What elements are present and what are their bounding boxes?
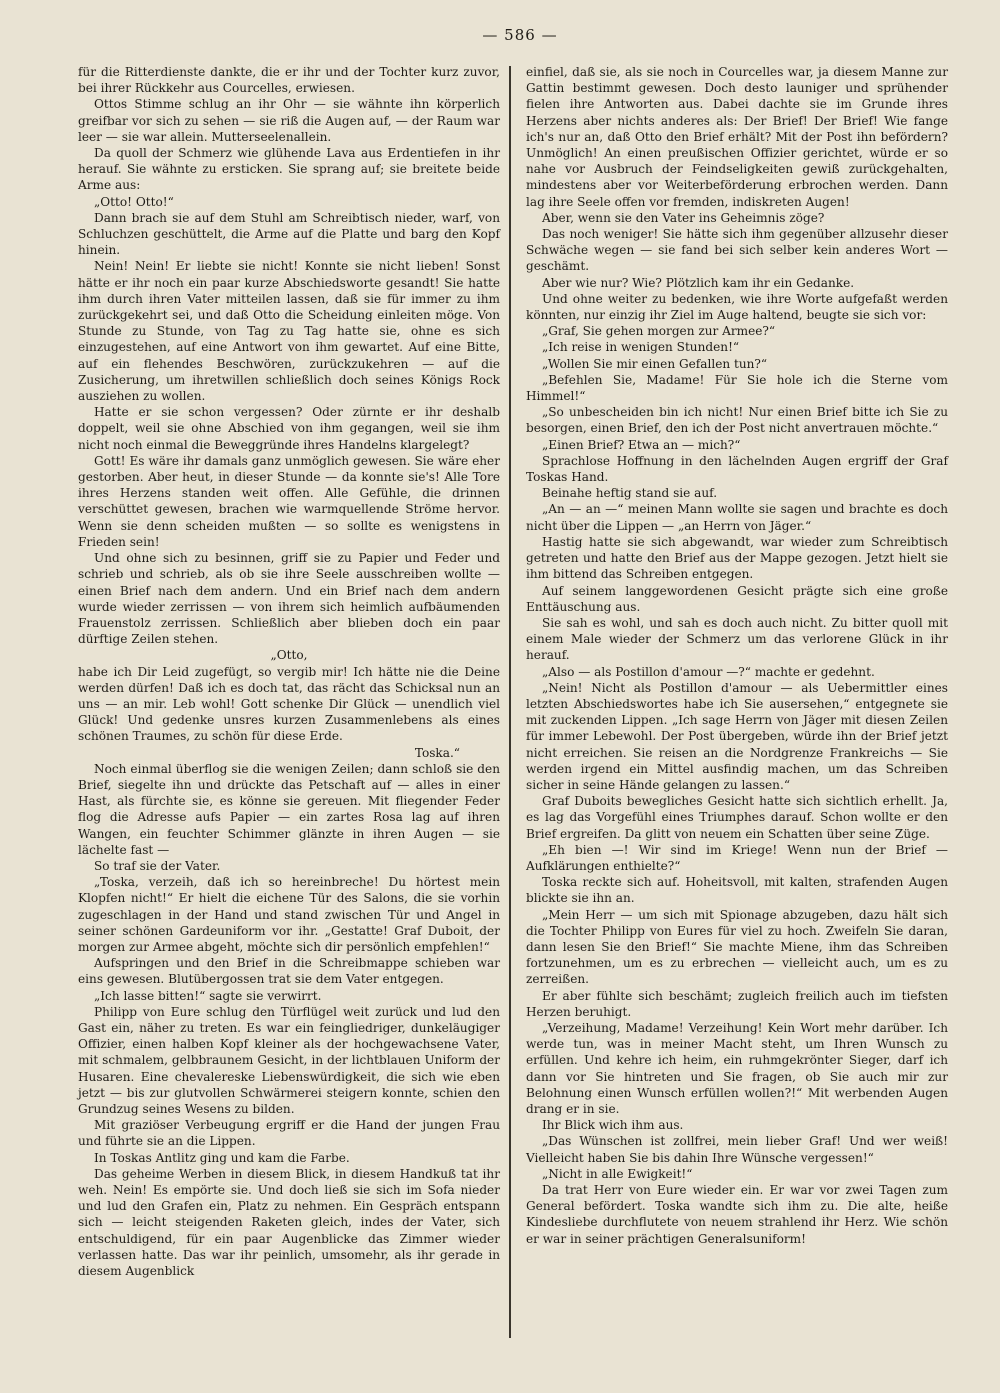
paragraph: „An — an —“ meinen Mann wollte sie sagen und brachte es doch nicht über die Lippen — „an Herrn von Jäger.“: [526, 502, 948, 533]
paragraph: Ottos Stimme schlug an ihr Ohr — sie wähnte ihn körperlich greifbar vor sich zu sehen — sie riß die Augen auf, — der Raum war leer — sie war allein. Mutterseelenallein.: [78, 97, 500, 144]
paragraph: Dann brach sie auf dem Stuhl am Schreibtisch nieder, warf, von Schluchzen geschüttelt, die Arme auf die Platte und barg den Kopf hinein.: [78, 210, 500, 258]
paragraph: „Ich lasse bitten!“ sagte sie verwirrt.: [94, 988, 322, 1003]
paragraph: „Ich reise in wenigen Stunden!“: [542, 340, 740, 355]
paragraph: „Wollen Sie mir einen Gefallen tun?“: [542, 356, 768, 371]
paragraph: „Eh bien —! Wir sind im Kriege! Wenn nun der Brief — Aufklärungen enthielte?“: [526, 842, 948, 873]
paragraph: „Befehlen Sie, Madame! Für Sie hole ich die Sterne vom Himmel!“: [526, 372, 948, 404]
paragraph: Da trat Herr von Eure wieder ein. Er war vor zwei Tagen zum General befördert. Toska wandte sich ihm zu. Die alte, heiße Kindesliebe durchflutete von neuem strahlend ihr Herz. Wie schön er war in seiner prächtigen Generalsuniform!: [526, 1183, 948, 1246]
paragraph: „Nicht in alle Ewigkeit!“: [542, 1166, 693, 1181]
right-column: [526, 64, 948, 1247]
paragraph: Da quoll der Schmerz wie glühende Lava aus Erdentiefen in ihr herauf. Sie wähnte zu ersticken. Sie sprang auf; sie breitete beide Arme aus:: [78, 146, 500, 193]
paragraph: Hatte er sie schon vergessen? Oder zürnte er ihr deshalb doppelt, weil sie ohne Abschied von ihm gegangen, weil sie ihm nicht noch einmal die Beweggründe ihres Handelns klargelegt?: [78, 405, 500, 452]
paragraph: „Toska, verzeih, daß ich so hereinbreche! Du hörtest mein Klopfen nicht!“ Er hielt die eichene Tür des Salons, die sie vorhin zugeschlagen in der Hand und stand zwischen Tür und Angel in seiner schönen Gardeuniform vor ihr. „Gestatte! Graf Duboit, der morgen zur Armee abgeht, möchte sich dir persönlich empfehlen!“: [78, 875, 500, 954]
paragraph: Philipp von Eure schlug den Türflügel weit zurück und lud den Gast ein, näher zu treten. Es war ein feingliedriger, dunkeläugiger Offizier, einen halben Kopf kleiner als der hochgewachsene Vater, mit schmalem, gelbbraunem Gesicht, in der lichtblauen Uniform der Husaren. Eine chevalereske Liebenswürdigkeit, die sich wie eben jetzt — bis zur glutvollen Schwärmerei steigern konnte, schien den Grundzug seines Wesens zu bilden.: [78, 1004, 500, 1116]
paragraph: „So unbescheiden bin ich nicht! Nur einen Brief bitte ich Sie zu besorgen, einen Brief, den ich der Post nicht anvertrauen möchte.“: [526, 405, 948, 436]
page-number: — 586 —: [482, 26, 558, 44]
paragraph: Sprachlose Hoffnung in den lächelnden Augen ergriff der Graf Toskas Hand.: [526, 453, 948, 485]
paragraph: „Einen Brief? Etwa an — mich?“: [542, 437, 741, 452]
paragraph: Nein! Nein! Er liebte sie nicht! Konnte sie nicht lieben! Sonst hätte er ihr noch ein paar kurze Abschiedsworte gesandt! Sie hatte ihm durch ihren Vater mitteilen lassen, daß sie für immer zu ihm zurückgekehrt sei, und daß Otto die Scheidung einleiten möge. Von Stunde zu Stunde, von Tag zu Tag hatte sie, ohne es sich einzugestehen, auf eine Antwort von ihm gewartet. Auf eine Bitte, auf ein flehendes Beschwören, zurückzukehren — auf die Zusicherung, um ihretwillen schließlich doch seines Königs Rock ausziehen zu wollen.: [78, 259, 500, 404]
paragraph: für die Ritterdienste dankte, die er ihr und der Tochter kurz zuvor, bei ihrer Rückkehr aus Courcelles, erwiesen.: [78, 65, 500, 96]
paragraph: Mit graziöser Verbeugung ergriff er die Hand der jungen Frau und führte sie an die Lippen.: [78, 1118, 500, 1149]
paragraph: Und ohne weiter zu bedenken, wie ihre Worte aufgefaßt werden könnten, nur einzig ihr Ziel im Auge haltend, beugte sie sich vor:: [526, 291, 948, 323]
paragraph: Beinahe heftig stand sie auf.: [542, 486, 718, 501]
paragraph: Aber wie nur? Wie? Plötzlich kam ihr ein Gedanke.: [542, 275, 855, 290]
paragraph: „Also — als Postillon d'amour —?“ machte er gedehnt.: [542, 664, 875, 679]
paragraph: Auf seinem langgewordenen Gesicht prägte sich eine große Enttäuschung aus.: [526, 583, 948, 614]
paragraph: einfiel, daß sie, als sie noch in Courcelles war, ja diesem Manne zur Gattin bestimmt gewesen. Doch desto launiger und sprühender fielen ihre Antworten aus. Dabei dachte sie im Grunde ihres Herzens aber nichts anderes als: Der Brief! Der Brief! Wie fange ich's nur an, daß Otto den Brief erhält? Mit der Post ihn befördern? Unmöglich! An einen preußischen Offizier gerichtet, würde er so nahe vor Ausbruch der Feindseligkeiten gewiß zurückgehalten, mindestens aber vor Weiterbeförderung erbrochen werden. Dann lag ihre Seele offen vor fremden, indiskreten Augen!: [526, 65, 948, 209]
paragraph: „Nein! Nicht als Postillon d'amour — als Uebermittler eines letzten Abschiedswortes habe ich Sie ausersehen,“ entgegnete sie mit zuckenden Lippen. „Ich sage Herrn von Jäger mit diesen Zeilen für immer Lebewohl. Der Post übergeben, würde ihn der Brief jetzt nicht erreichen. Sie reisen an die Nordgrenze Frankreichs — Sie werden irgend ein Mittel ausfindig machen, um das Schreiben sicher in seine Hände gelangen zu lassen.“: [526, 680, 948, 792]
column-divider: [509, 66, 511, 1338]
paragraph: „Verzeihung, Madame! Verzeihung! Kein Wort mehr darüber. Ich werde tun, was in meiner Macht steht, um Ihren Wunsch zu erfüllen. Und kehre ich heim, ein ruhmgekrönter Sieger, darf ich dann vor Sie hintreten und Sie fragen, ob Sie auch mir zur Belohnung einen Wunsch erfüllen wollen?!“ Mit werbenden Augen drang er in sie.: [526, 1020, 948, 1116]
paragraph: Das noch weniger! Sie hätte sich ihm gegenüber allzusehr dieser Schwäche wegen — sie fand bei sich selber kein anderes Wort — geschämt.: [526, 227, 948, 274]
paragraph: Aufspringen und den Brief in die Schreibmappe schieben war eins gewesen. Blutübergossen trat sie dem Vater entgegen.: [78, 956, 500, 987]
paragraph: Noch einmal überflog sie die wenigen Zeilen; dann schloß sie den Brief, siegelte ihn und drückte das Petschaft auf — alles in einer Hast, als fürchte sie, es könne sie gereuen. Mit fliegender Feder flog die Adresse aufs Papier — ein zartes Rosa lag auf ihren Wangen, ein feuchter Schimmer glänzte in ihren Augen — sie lächelte fast —: [78, 761, 500, 857]
paragraph: „Das Wünschen ist zollfrei, mein lieber Graf! Und wer weiß! Vielleicht haben Sie bis dahin Ihre Wünsche vergessen!“: [526, 1134, 948, 1165]
paragraph: Und ohne sich zu besinnen, griff sie zu Papier und Feder und schrieb und schrieb, als ob sie ihre Seele ausschreiben wollte — einen Brief nach dem andern. Und ein Brief nach dem andern wurde wieder zerrissen — von ihrem sich heimlich aufbäumenden Frauenstolz zerrissen. Schließlich aber blieben doch ein paar dürftige Zeilen stehen.: [78, 551, 500, 647]
paragraph: Graf Duboits bewegliches Gesicht hatte sich sichtlich erhellt. Ja, es lag das Vorgefühl eines Triumphes darauf. Schon wollte er den Brief ergreifen. Da glitt von neuem ein Schatten über seine Züge.: [526, 794, 948, 841]
left-column: [78, 64, 500, 1279]
paragraph: Ihr Blick wich ihm aus.: [542, 1118, 684, 1133]
paragraph: Toska reckte sich auf. Hoheitsvoll, mit kalten, strafenden Augen blickte sie ihn an.: [526, 875, 948, 906]
paragraph: „Mein Herr — um sich mit Spionage abzugeben, dazu hält sich die Tochter Philipp von Eures für viel zu hoch. Zweifeln Sie daran, dann lesen Sie den Brief!“ Sie machte Miene, ihm das Schreiben fortzunehmen, um es zu erbrechen — vielleicht auch, um es zu zerreißen.: [526, 907, 948, 987]
paragraph: Aber, wenn sie den Vater ins Geheimnis zöge?: [542, 210, 825, 225]
paragraph: Sie sah es wohl, und sah es doch auch nicht. Zu bitter quoll mit einem Male wieder der Schmerz um das verlorene Glück in ihr herauf.: [526, 615, 948, 663]
paragraph: „Otto! Otto!“: [94, 194, 174, 209]
letter-body: habe ich Dir Leid zugefügt, so vergib mir! Ich hätte nie die Deine werden dürfen! Daß ich es doch tat, das rächt das Schicksal nun an uns — an mir. Leb wohl! Gott schenke Dir Glück — unendlich viel Glück! Und gedenke unsres kurzen Zusammenlebens als eines schönen Traumes, zu schön für diese Erde.: [78, 664, 500, 744]
letter-salutation: „Otto,: [270, 648, 308, 663]
paragraph: Das geheime Werben in diesem Blick, in diesem Handkuß tat ihr weh. Nein! Es empörte sie. Und doch ließ sie sich im Sofa nieder und lud den Grafen ein, Platz zu nehmen. Ein Gespräch entspann sich — leicht steigenden Raketen gleich, indes der Vater, sich entschuldigend, für ein paar Augenblicke das Zimmer wieder verlassen hatte. Das war ihr peinlich, umsomehr, als ihr gerade in diesem Augenblick: [78, 1166, 500, 1279]
paragraph: „Graf, Sie gehen morgen zur Armee?“: [542, 324, 776, 339]
paragraph: So traf sie der Vater.: [94, 858, 221, 873]
paragraph: Hastig hatte sie sich abgewandt, war wieder zum Schreibtisch getreten und hatte den Brief aus der Mappe gezogen. Jetzt hielt sie ihm bittend das Schreiben entgegen.: [526, 534, 948, 582]
paragraph: Er aber fühlte sich beschämt; zugleich freilich auch im tiefsten Herzen beruhigt.: [526, 988, 948, 1019]
paragraph: Gott! Es wäre ihr damals ganz unmöglich gewesen. Sie wäre eher gestorben. Aber heut, in dieser Stunde — da konnte sie's! Alle Tore ihres Herzens standen weit offen. Alle Gefühle, die drinnen verschüttet gewesen, brachen wie warmquellende Ströme hervor. Wenn sie denn scheiden mußten — so sollte es wenigstens in Frieden sein!: [78, 453, 500, 549]
letter-signature: Toska.“: [414, 745, 460, 760]
paragraph: In Toskas Antlitz ging und kam die Farbe.: [94, 1150, 350, 1165]
